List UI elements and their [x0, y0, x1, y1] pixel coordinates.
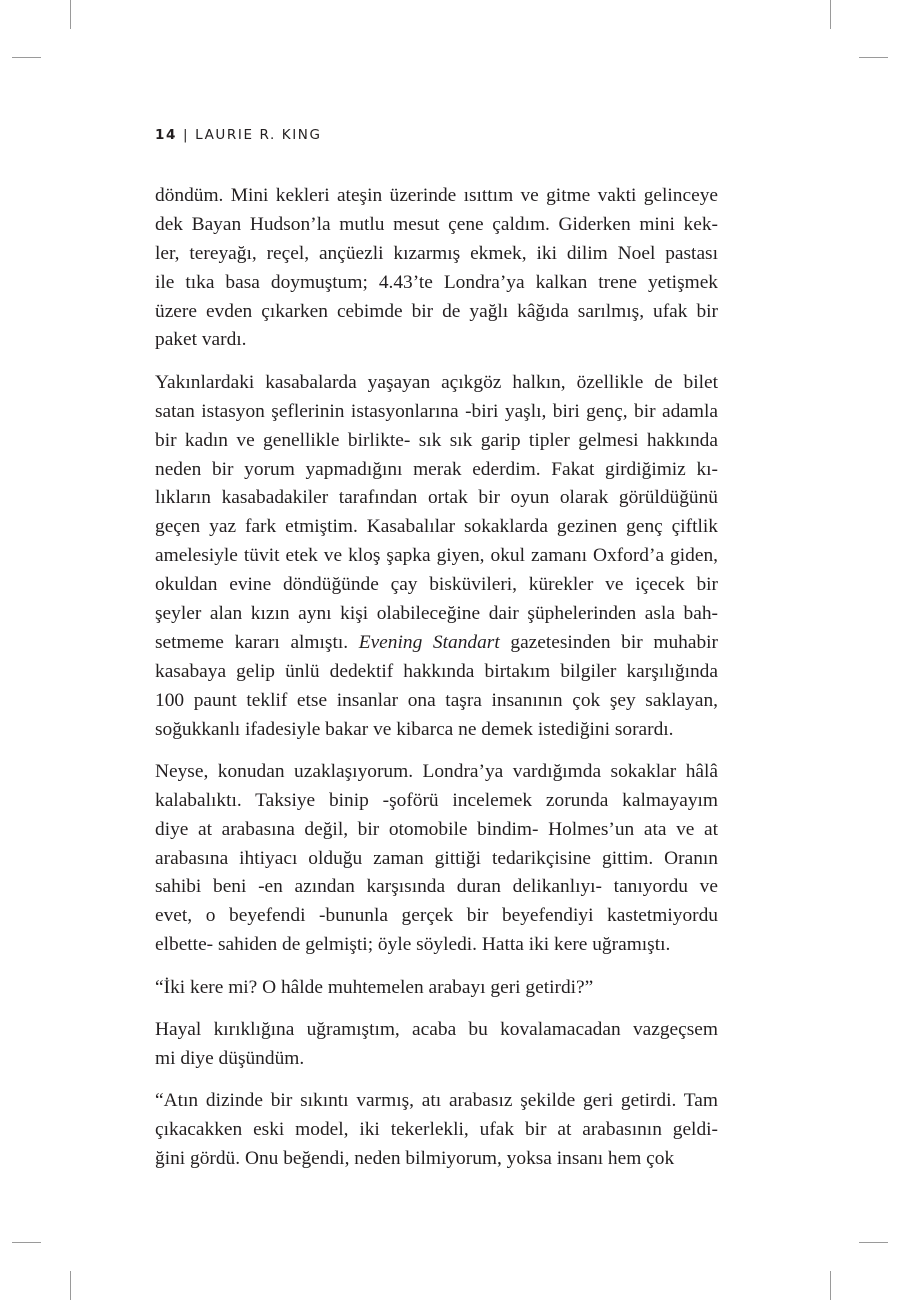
- paragraph: [155, 974, 718, 1003]
- author-name: LAURIE R. KING: [195, 127, 322, 143]
- body-text: [155, 182, 718, 1188]
- text-line: Neyse, konudan uzaklaşıyorum. Londra’ya vardığımda sokaklar hâlâ: [155, 760, 718, 782]
- text-line: soğukkanlı ifadesiyle bakar ve kibarca ne demek istediğini sorardı.: [155, 718, 674, 740]
- text-line: çıkacakken eski model, iki tekerlekli, ufak bir at arabasının geldi-: [155, 1119, 718, 1141]
- text-run: setmeme kararı almıştı.: [155, 631, 359, 653]
- text-line: paket vardı.: [155, 329, 247, 351]
- crop-mark: [830, 0, 831, 29]
- paragraph: [155, 182, 718, 355]
- crop-mark: [12, 1242, 41, 1243]
- text-line: amelesiyle tüvit etek ve kloş şapka giyen, okul zamanı Oxford’a giden,: [155, 545, 718, 567]
- text-line: üzere evden çıkarken cebimde bir de yağlı kâğıda sarılmış, ufak bir: [155, 300, 718, 322]
- text-line: döndüm. Mini kekleri ateşin üzerinde ısıttım ve gitme vakti gelinceye: [155, 185, 718, 206]
- text-line: sahibi beni -en azından karşısında duran delikanlıyı- tanıyordu ve: [155, 876, 718, 898]
- paragraph: [155, 369, 718, 745]
- crop-mark: [830, 1271, 831, 1300]
- crop-mark: [859, 57, 888, 58]
- page-number: 14: [155, 127, 177, 143]
- text-line: satan istasyon şeflerinin istasyonlarına -biri yaşlı, biri genç, bir adamla: [155, 400, 718, 422]
- crop-mark: [70, 1271, 71, 1300]
- crop-mark: [12, 57, 41, 58]
- text-line: ile tıka basa doymuştum; 4.43’te Londra’ya kalkan trene yetişmek: [155, 271, 718, 293]
- text-line: ğini gördü. Onu beğendi, neden bilmiyorum, yoksa insanı hem çok: [155, 1148, 675, 1170]
- text-line: [155, 629, 718, 658]
- paragraph: [155, 1087, 718, 1174]
- newspaper-title: Evening Standart: [358, 631, 500, 653]
- text-line: mi diye düşündüm.: [155, 1047, 305, 1069]
- text-line: ler, tereyağı, reçel, ançüezli kızarmış ekmek, iki dilim Noel pastası: [155, 242, 718, 264]
- text-line: arabasına ihtiyacı olduğu zaman gittiği tedarikçisine gittim. Oranın: [155, 847, 718, 869]
- text-line: “İki kere mi? O hâlde muhtemelen arabayı geri getirdi?”: [155, 976, 594, 998]
- text-line: geçen yaz fark etmiştim. Kasabalılar sokaklarda gezinen genç çiftlik: [155, 516, 718, 538]
- text-line: elbette- sahiden de gelmişti; öyle söyledi. Hatta iki kere uğramıştı.: [155, 934, 671, 956]
- paragraph: [155, 758, 718, 960]
- text-line: bir kadın ve genellikle birlikte- sık sık garip tipler gelmesi hakkında: [155, 429, 718, 451]
- text-line: kalabalıktı. Taksiye binip -şoförü incelemek zorunda kalmayayım: [155, 789, 718, 811]
- running-head-separator: |: [183, 127, 190, 143]
- text-run: gazetesinden bir muhabir: [499, 631, 718, 653]
- text-line: lıkların kasabadakiler tarafından ortak bir oyun olarak görüldüğünü: [155, 487, 718, 509]
- text-line: Yakınlardaki kasabalarda yaşayan açıkgöz halkın, özellikle de bilet: [155, 371, 718, 393]
- text-line: dek Bayan Hudson’la mutlu mesut çene çaldım. Giderken mini kek-: [155, 213, 718, 235]
- text-line: şeyler alan kızın aynı kişi olabileceğine dair şüphelerinden asla bah-: [155, 602, 718, 624]
- text-line: evet, o beyefendi -bununla gerçek bir beyefendiyi kastetmiyordu: [155, 905, 718, 927]
- running-head: [155, 127, 322, 143]
- crop-mark: [859, 1242, 888, 1243]
- text-line: kasabaya gelip ünlü dedektif hakkında birtakım bilgiler karşılığında: [155, 660, 718, 682]
- text-line: neden bir yorum yapmadığını merak ederdim. Fakat girdiğimiz kı-: [155, 458, 718, 480]
- text-line: 100 paunt teklif etse insanlar ona taşra insanının çok şey saklayan,: [155, 689, 718, 711]
- text-line: Hayal kırıklığına uğramıştım, acaba bu kovalamacadan vazgeçsem: [155, 1019, 718, 1041]
- crop-mark: [70, 0, 71, 29]
- text-line: diye at arabasına değil, bir otomobile bindim- Holmes’un ata ve at: [155, 818, 718, 840]
- text-line: “Atın dizinde bir sıkıntı varmış, atı arabasız şekilde geri getirdi. Tam: [155, 1090, 718, 1112]
- text-line: okuldan evine döndüğünde çay bisküvileri, kürekler ve içecek bir: [155, 574, 718, 596]
- paragraph: [155, 1016, 718, 1074]
